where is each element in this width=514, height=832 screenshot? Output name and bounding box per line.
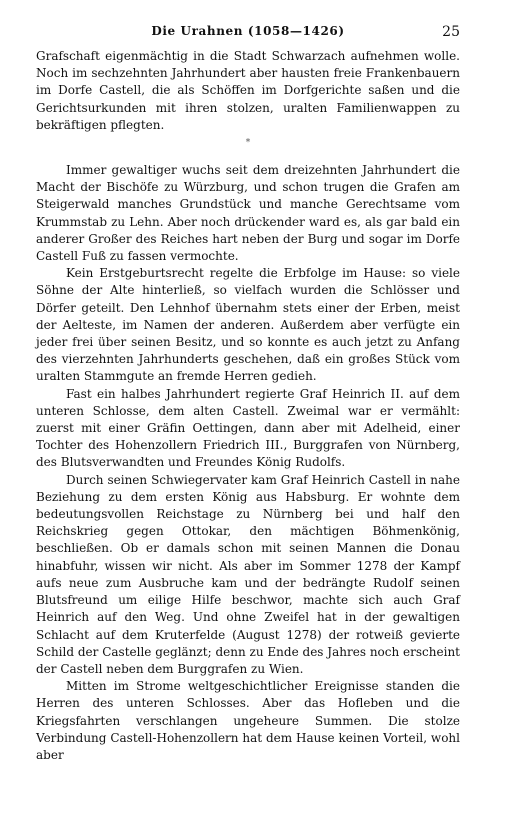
paragraph: Grafschaft eigenmächtig in die Stadt Schwarzach aufnehmen wolle. Noch im sechzehnten Jahrhundert aber hausten freie Frankenbauern im Dorfe Castell, die als Schöffen im Dorfgerichte saßen und die Gerichtsurkunden mit ihren stolzen, uralten Familienwappen zu bekräftigen pflegten. (36, 49, 460, 132)
page-header (36, 24, 460, 44)
paragraph: Kein Erstgeburtsrecht regelte die Erbfolge im Hause: so viele Söhne der Alte hinterließ, so vielfach wurden die Schlösser und Dörfer geteilt. Den Lehnhof übernahm stets einer der Erben, meist der Aelteste, im Namen der anderen. Außerdem aber verfügte ein jeder frei über seinen Besitz, und so konnte es auch jetzt zu Anfang des vierzehnten Jahrhunderts geschehen, daß ein großes Stück vom uralten Stammgute an fremde Herren gedieh. (36, 266, 460, 384)
page-body (36, 48, 460, 764)
paragraph: Mitten im Strome weltgeschichtlicher Ereignisse standen die Herren des unteren Schlosses. Aber das Hofleben und die Kriegsfahrten verschlangen ungeheure Summen. Die stolze Verbindung Castell-Hohenzollern hat dem Hause keinen Vorteil, wohl aber (36, 679, 460, 762)
paragraph: Fast ein halbes Jahrhundert regierte Graf Heinrich II. auf dem unteren Schlosse, dem alten Castell. Zweimal war er vermählt: zuerst mit einer Gräfin Oettingen, dann aber mit Adelheid, einer Tochter des Hohenzollern Friedrich III., Burggrafen von Nürnberg, des Blutsverwandten und Freundes König Rudolfs. (36, 386, 460, 470)
paragraph: Durch seinen Schwiegervater kam Graf Heinrich Castell in nahe Beziehung zu dem ersten König aus Habsburg. Er wohnte dem bedeutungsvollen Reichstage zu Nürnberg bei und half den Reichskrieg gegen Ottokar, den mächtigen Böhmenkönig, beschließen. Ob er damals schon mit seinen Mannen die Donau hinabfuhr, wissen wir nicht. Als aber im Sommer 1278 der Kampf aufs neue zum Ausbruche kam und der bedrängte Rudolf seinen Blutsfreund um eilige Hilfe beschwor, machte sich auch Graf Heinrich auf den Weg. Und ohne Zweifel hat in der gewaltigen Schlacht auf dem Kruterfelde (August 1278) der rotweiß gevierte Schild der Castelle geglänzt; denn zu Ende des Jahres noch erscheint der Castell neben dem Burggrafen zu Wien. (36, 472, 460, 676)
page-number: 25 (442, 24, 460, 40)
running-title: Die Urahnen (1058—1426) (151, 24, 345, 38)
paragraph: Immer gewaltiger wuchs seit dem dreizehnten Jahrhundert die Macht der Bischöfe zu Würzburg, und schon trugen die Grafen am Steigerwald manches Grundstück und manche Gerechtsame vom Krummstab zu Lehn. Aber noch drückender ward es, als gar bald ein anderer Großer des Reiches hart neben der Burg und sogar im Dorfe Castell Fuß zu fassen vermochte. (36, 163, 460, 264)
section-separator: * (245, 138, 251, 149)
